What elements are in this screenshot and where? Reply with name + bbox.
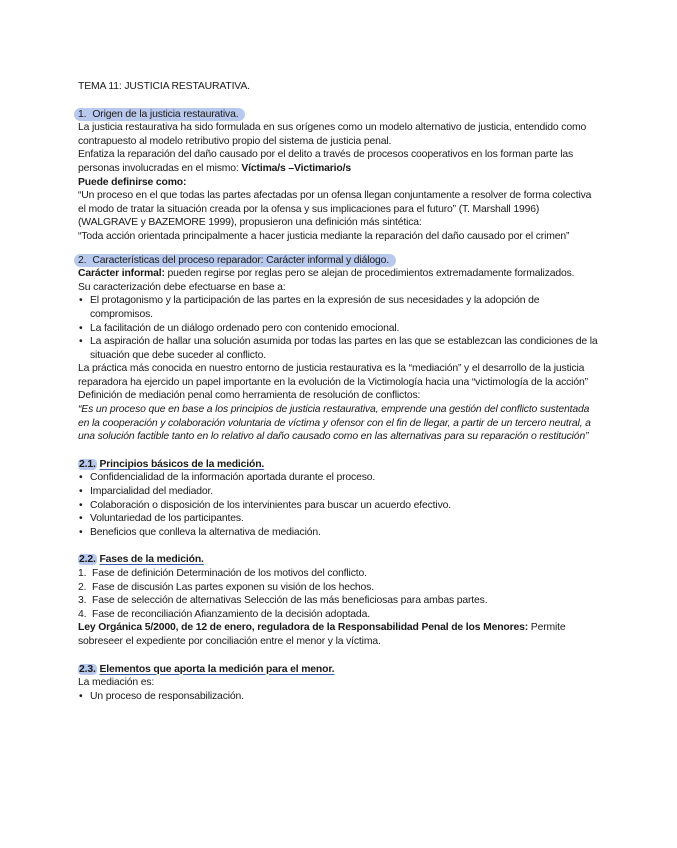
s1-paragraph-5: (WALGRAVE y BAZEMORE 1999), propusieron una definición más sintética:	[78, 217, 422, 229]
list-item: • Colaboración o disposición de los intervinientes para buscar un acuerdo efectivo.	[78, 499, 598, 513]
item-number: 1.	[78, 568, 87, 579]
list-item: • Beneficios que conlleva la alternativa de mediación.	[78, 526, 598, 540]
section-1-title: Origen de la justicia restaurativa.	[92, 108, 239, 120]
item-text: Fase de selección de alternativas Selección de las más beneficiosas para ambas partes.	[92, 595, 488, 607]
law-text: Permite sobreseer el expediente por conciliación entre el menor y la víctima.	[78, 622, 566, 647]
item-number: 2.	[78, 581, 87, 593]
list-item: • Confidencialidad de la información aportada durante el proceso.	[78, 471, 598, 485]
subsection-2-1-heading	[78, 458, 598, 472]
list-item	[78, 594, 598, 608]
s2-paragraph-3: La práctica más conocida en nuestro entorno de justicia restaurativa es la “mediación” y el desarrollo de la justicia reparadora ha ejercido un papel importante en la evolución de la Victimología hacia una “victimología de la acción”	[78, 363, 588, 388]
section-2-title: Características del proceso reparador: Carácter informal y diálogo.	[92, 254, 389, 266]
s2-definition-quote: “Es un proceso que en base a los principios de justicia restaurativa, emprende una gestión del conflicto sustentada en la cooperación y colaboración voluntaria de víctima y ofensor con el fin de llegar, a partir de un tercero neutral, a una solución factible tanto en lo relativo al daño causado como en las alternativas para su reparación o restitución”	[78, 404, 591, 443]
list-item	[78, 567, 598, 581]
phases-list	[78, 567, 598, 621]
list-item: • Imparcialidad del mediador.	[78, 485, 598, 499]
s2-paragraph-1	[78, 267, 598, 281]
list-item	[78, 581, 598, 595]
s1-p3-bold: Puede definirse como:	[78, 176, 187, 188]
s1-p2-bold: Víctima/s –Victimario/s	[241, 162, 351, 174]
s1-paragraph-6: “Toda acción orientada principalmente a hacer justicia mediante la reparación del daño causado por el crimen”	[78, 230, 570, 242]
subsection-2-3-heading	[78, 663, 598, 677]
section-1-number: 1.	[78, 108, 87, 120]
subsection-2-2-number: 2.2.	[79, 554, 96, 566]
subsection-2-2-heading	[78, 553, 598, 567]
item-text: Fase de discusión Las partes exponen su visión de los hechos.	[92, 581, 374, 593]
subsection-2-1-title: Principios básicos de la medición.	[99, 458, 265, 470]
section-2-number: 2.	[78, 254, 87, 266]
s2-paragraph-4: Definición de mediación penal como herramienta de resolución de conflictos:	[78, 390, 421, 402]
subsection-2-3-number: 2.3.	[79, 663, 96, 675]
s2-p1-text: pueden regirse por reglas pero se alejan de procedimientos extremadamente formalizados.	[164, 268, 575, 280]
s1-paragraph-3	[78, 176, 598, 190]
list-item: • La facilitación de un diálogo ordenado pero con contenido emocional.	[78, 322, 598, 336]
heading-highlight	[74, 254, 396, 268]
subsection-2-1-number: 2.1.	[79, 458, 96, 470]
s2-paragraph-2: Su caracterización debe efectuarse en base a:	[78, 281, 286, 293]
subsection-2-3-title: Elementos que aporta la medición para el menor.	[99, 663, 335, 675]
list-item	[78, 608, 598, 622]
law-title: Ley Orgánica 5/2000, de 12 de enero, reguladora de la Responsabilidad Penal de los Menores:	[78, 622, 529, 634]
list-item: • Voluntariedad de los participantes.	[78, 512, 598, 526]
item-number: 4.	[78, 608, 87, 620]
subsection-2-2-title: Fases de la medición.	[99, 554, 204, 566]
principles-list	[78, 471, 598, 539]
list-item: • El protagonismo y la participación de las partes en la expresión de sus necesidades y la adopción de compromisos.	[78, 294, 598, 321]
item-text: Fase de definición Determinación de los motivos del conflicto.	[92, 568, 367, 579]
section-1-heading	[78, 108, 598, 122]
section-2-heading	[78, 254, 598, 268]
list-item: • La aspiración de hallar una solución asumida por todas las partes en las que se establezcan las condiciones de la situación que debe suceder al conflicto.	[78, 335, 598, 362]
s2-bullet-list	[78, 294, 598, 362]
item-number: 3.	[78, 595, 87, 607]
s2-p1-bold: Carácter informal:	[78, 268, 165, 280]
heading-highlight	[74, 108, 245, 122]
s1-p2-text: Enfatiza la reparación del daño causado por el delito a través de procesos cooperativos en los forman parte las personas involucradas en el mismo:	[78, 149, 574, 174]
s1-paragraph-2	[78, 148, 598, 175]
s1-paragraph-4: “Un proceso en el que todas las partes afectadas por un ofensa llegan conjuntamente a resolver de forma colectiva el modo de tratar la situación creada por la ofensa y sus implicaciones para el futuro” (T. Marshall 1996)	[78, 190, 592, 215]
s1-paragraph-1: La justicia restaurativa ha sido formulada en sus orígenes como un modelo alternativo de justicia, entendido como contrapuesto al modelo retributivo propio del sistema de justicia penal.	[78, 122, 587, 147]
s23-paragraph-1: La mediación es:	[78, 677, 155, 689]
document-page	[78, 80, 598, 703]
mediation-list	[78, 690, 598, 704]
item-text: Fase de reconciliación Afianzamiento de la decisión adoptada.	[92, 608, 370, 620]
list-item: • Un proceso de responsabilización.	[78, 690, 598, 704]
document-title: TEMA 11: JUSTICIA RESTAURATIVA.	[78, 81, 250, 92]
law-paragraph	[78, 621, 598, 648]
